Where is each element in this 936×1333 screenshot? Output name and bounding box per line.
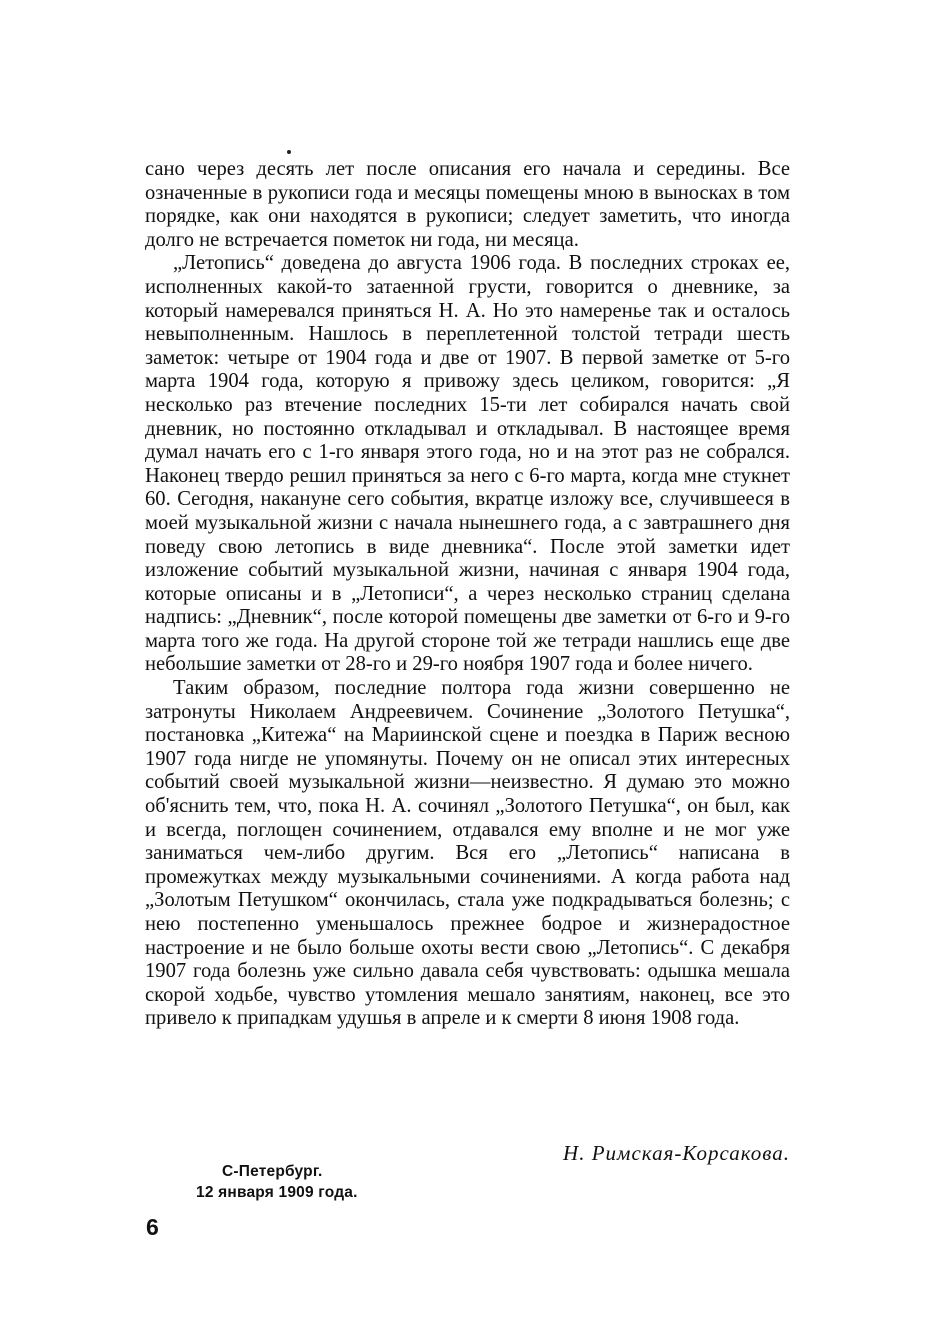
paragraph-last-years: Таким образом, последние полтора года жизни совершенно не затронуты Николаем Андреевичем. Сочинение „Золотого Петушка“, постановка „Китежа“ на Мариинской сцене и поездка в Париж весною 1907 года нигде не упомянуты. Почему он не описал этих интересных событий своей музыкальной жизни—неизвестно. Я думаю это можно об'яснить тем, что, пока Н. А. сочинял „Золотого Петушка“, он был, как и всегда, поглощен сочинением, отдавался ему вполне и не мог уже заниматься чем-либо другим. Вся его „Летопись“ написана в промежутках между музыкальными сочинениями. А когда работа над „Золотым Петушком“ окончилась, стала уже подкрадываться болезнь; с нею постепенно уменьшалось прежнее бодрое и жизнерадостное настроение и не было больше охоты вести свою „Летопись“. С декабря 1907 года болезнь уже сильно давала себя чувствовать: одышка мешала скорой ходьбе, чувство утомления мешало занятиям, наконец, все это привело к припадкам удушья в апреле и к смерти 8 июня 1908 года. xyxy=(145,677,790,1030)
page-number: 6 xyxy=(146,1214,159,1240)
body-text xyxy=(145,158,790,1031)
author-signature: Н. Римская-Корсакова. xyxy=(563,1141,790,1165)
paragraph-letopis: „Летопись“ доведена до августа 1906 года. В последних строках ее, исполненных какой-то затаенной грусти, говорится о дневнике, за который намеревался приняться Н. А. Но это намеренье так и осталось невыполненным. Нашлось в переплетенной толстой тетради шесть заметок: четыре от 1904 года и две от 1907. В первой заметке от 5-го марта 1904 года, которую я привожу здесь целиком, говорится: „Я несколько раз втечение последних 15-ти лет собирался начать свой дневник, но постоянно откладывал и откладывал. В настоящее время думал начать его с 1-го января этого года, но и на этот раз не собрался. Наконец твердо решил приняться за него с 6-го марта, когда мне стукнет 60. Сегодня, накануне сего события, вкратце изложу все, случившееся в моей музыкальной жизни с начала нынешнего года, а с завтрашнего дня поведу свою летопись в виде дневника“. После этой заметки идет изложение событий музыкальной жизни, начиная с января 1904 года, которые описаны и в „Летописи“, а через несколько страниц сделана надпись: „Дневник“, после которой помещены две заметки от 6-го и 9-го марта того же года. На другой стороне той же тетради нашлись еще две небольшие заметки от 28-го и 29-го ноября 1907 года и более ничего. xyxy=(145,252,790,676)
paragraph-continuation: сано через десять лет после описания его начала и середины. Все означенные в рукописи года и месяцы помещены мною в выносках в том порядке, как они находятся в рукописи; следует заметить, что иногда долго не встречается пометок ни года, ни месяца. xyxy=(145,158,790,251)
date-line: 12 января 1909 года. xyxy=(196,1184,358,1201)
print-mark xyxy=(287,150,291,154)
place-line: С-Петербург. xyxy=(222,1163,323,1180)
